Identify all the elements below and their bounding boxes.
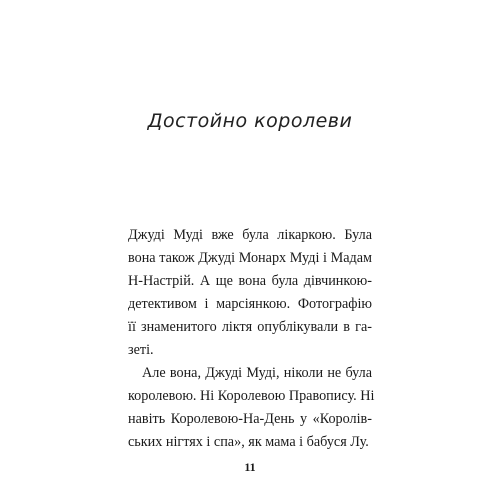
text-line: Джуді Муді вже була лікаркою. Була [128,227,372,243]
chapter-title: Достойно королеви [147,110,353,132]
text-line: вона також Джуді Монарх Муді і Мадам [128,250,372,266]
text-line: Н-Настрій. А ще вона була дівчинкою- [128,273,372,289]
text-line: навіть Королевою-На-День у «Королів- [128,411,372,427]
text-line: детективом і марсіянкою. Фотографію [128,296,372,312]
text-line: зеті. [128,342,154,358]
text-line: ських нігтях і спа», як мама і бабуся Лу. [128,434,369,450]
text-line: Але вона, Джуді Муді, ніколи не була [142,365,372,381]
page-number: 11 [244,460,256,474]
text-line: королевою. Ні Королевою Правопису. Ні [128,388,375,404]
body-text [128,224,375,454]
text-line: її знаменитого ліктя опублікували в га- [128,319,372,335]
